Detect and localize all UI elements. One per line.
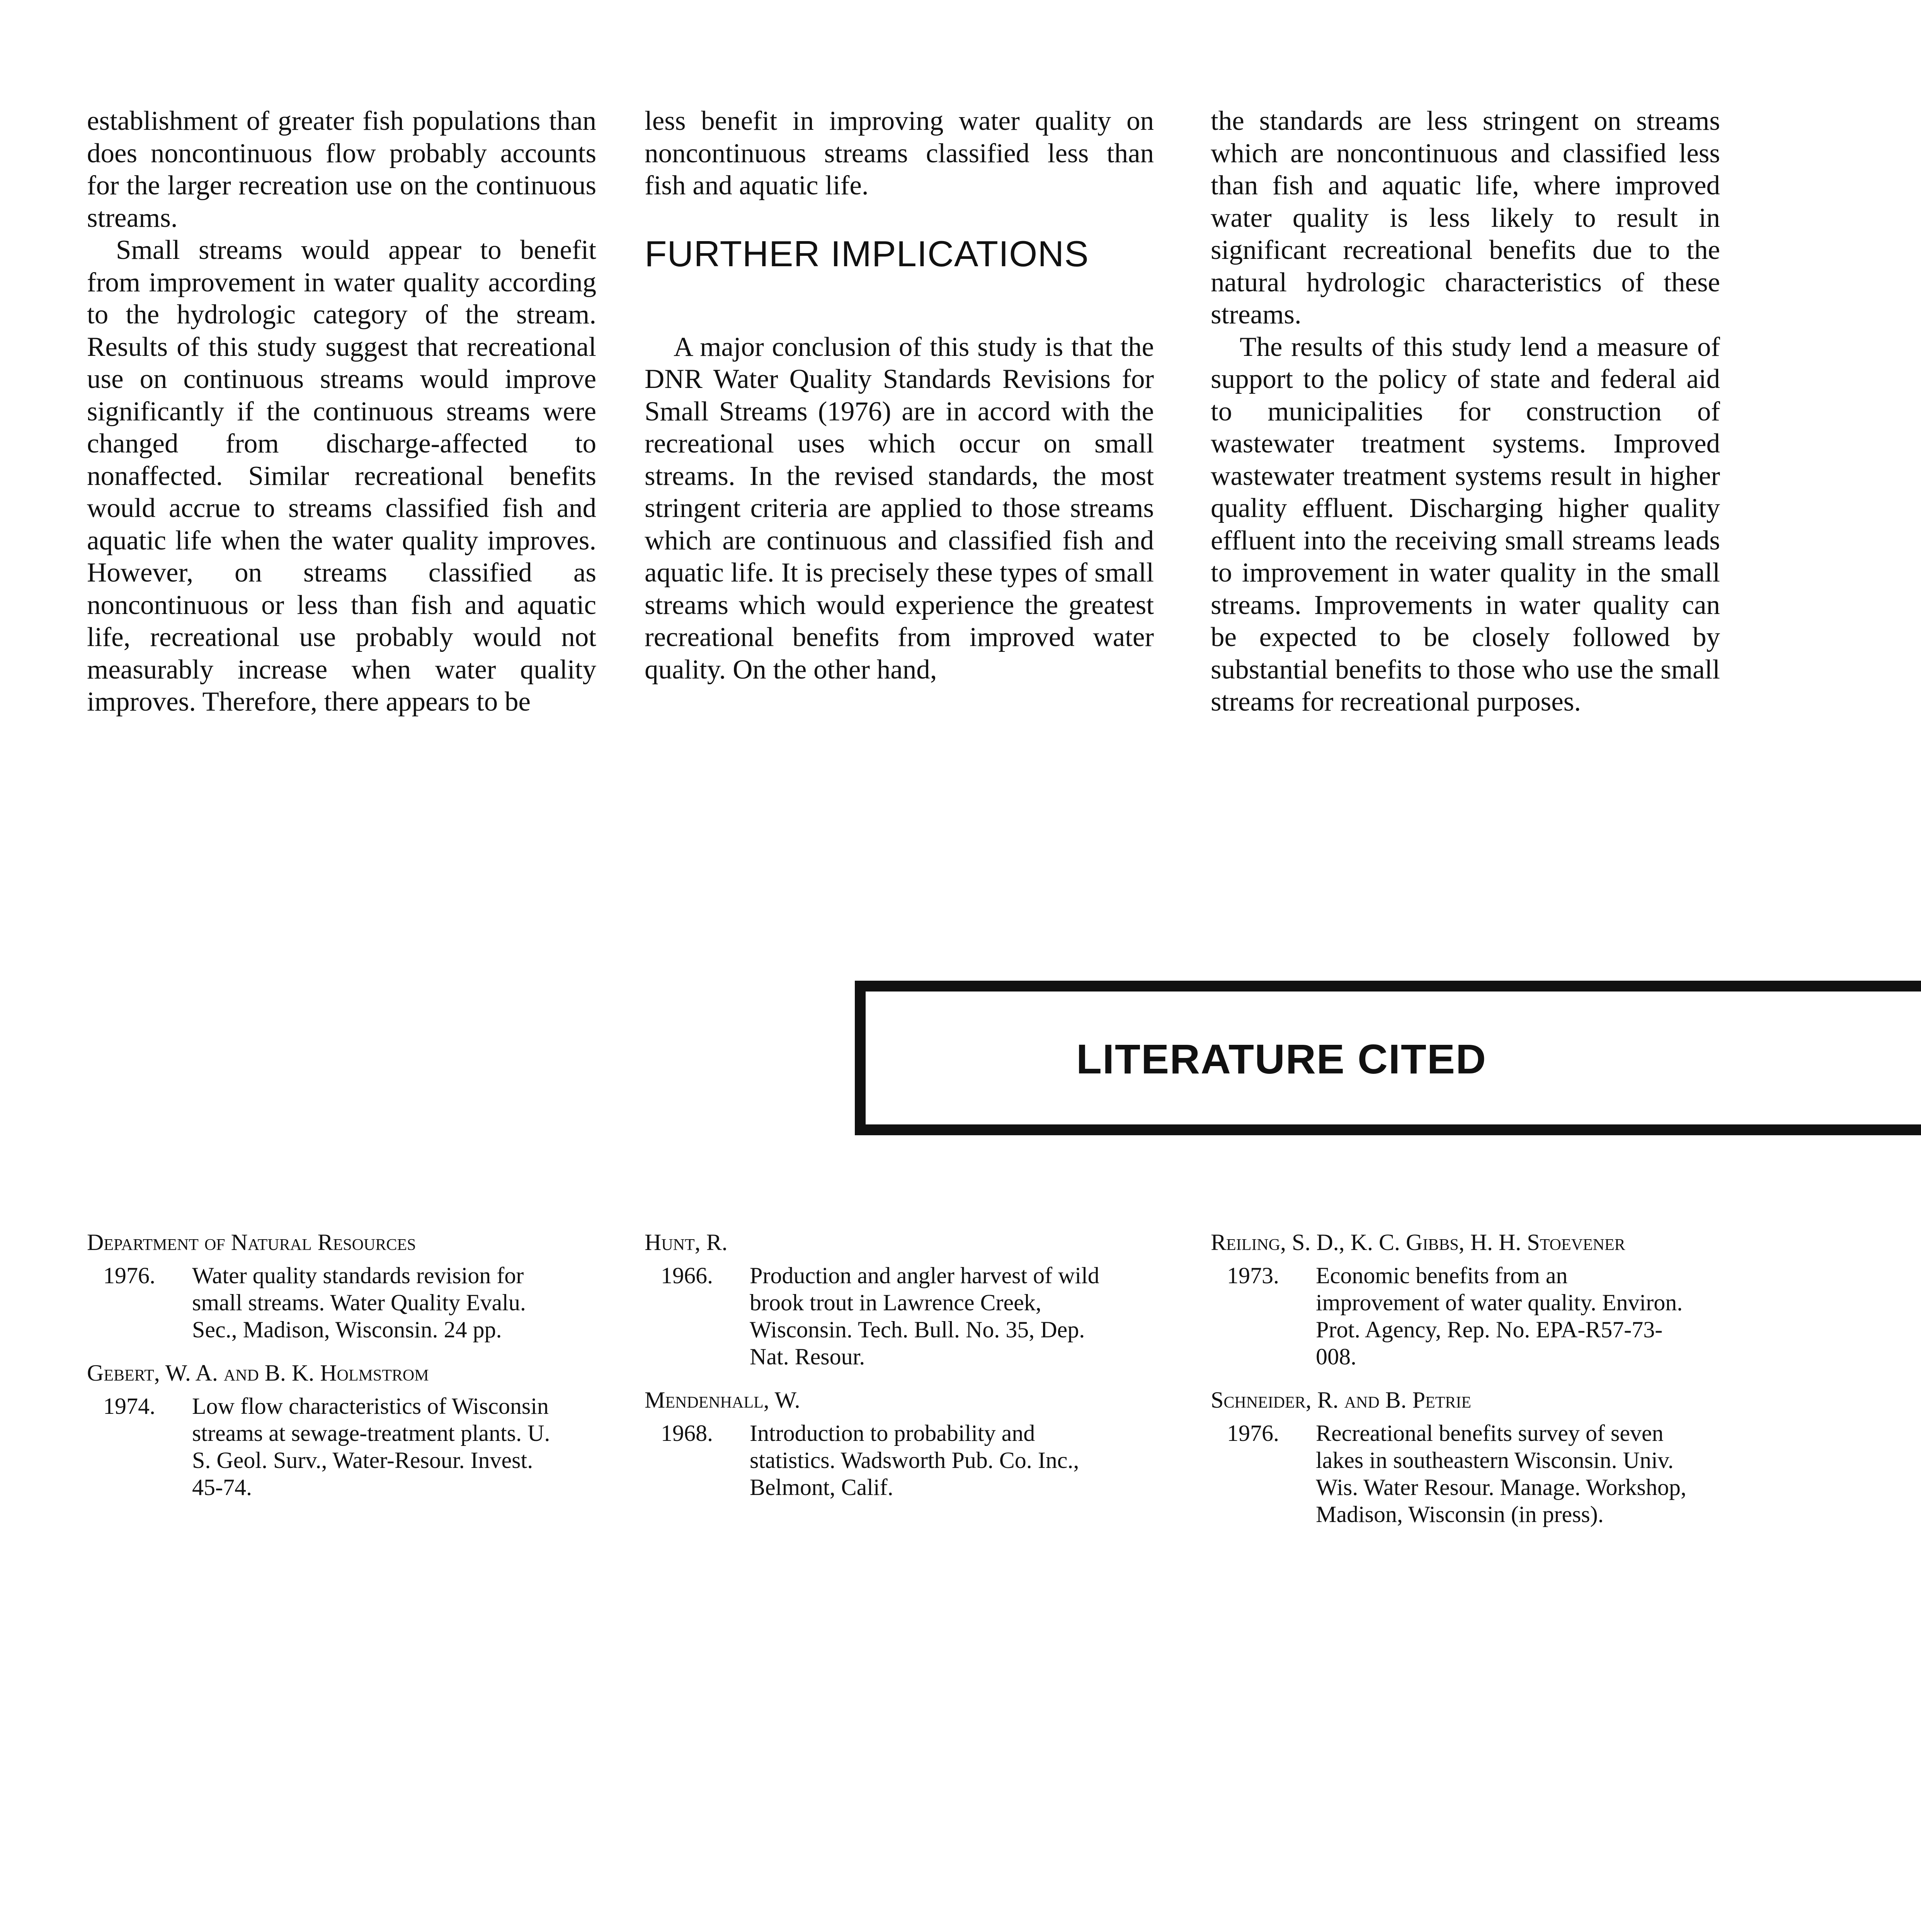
reference-entry (645, 1386, 1147, 1501)
references-column-1 (87, 1229, 589, 1517)
reference-year: 1976. (1227, 1420, 1279, 1446)
reference-citation: Production and angler harvest of wild brook trout in Lawrence Creek, Wisconsin. Tech. Bull. No. 35, Dep. Nat. Resour. (750, 1263, 1099, 1369)
reference-year: 1974. (103, 1393, 155, 1419)
reference-author: Reiling, S. D., K. C. Gibbs, H. H. Stoevener (1211, 1230, 1625, 1255)
body-column-1 (87, 105, 596, 718)
reference-author: Hunt, R. (645, 1230, 728, 1255)
literature-cited-title: LITERATURE CITED (1076, 1036, 1487, 1082)
reference-year: 1966. (661, 1263, 713, 1288)
section-heading-further-implications: FURTHER IMPLICATIONS (645, 233, 1089, 274)
reference-entry (87, 1359, 589, 1501)
literature-cited-box (855, 981, 1921, 1135)
reference-citation: Economic benefits from an improvement of water quality. Environ. Prot. Agency, Rep. No. EPA-R57-73-008. (1316, 1263, 1683, 1369)
body-column-3 (1211, 105, 1720, 718)
reference-author: Mendenhall, W. (645, 1387, 800, 1413)
reference-year: 1976. (103, 1263, 155, 1288)
reference-author: Schneider, R. and B. Petrie (1211, 1387, 1472, 1413)
reference-author: Gebert, W. A. and B. K. Holmstrom (87, 1360, 429, 1386)
reference-citation: Introduction to probability and statistics. Wadsworth Pub. Co. Inc., Belmont, Calif. (750, 1420, 1079, 1500)
reference-citation: Water quality standards revision for small streams. Water Quality Evalu. Sec., Madison, Wisconsin. 24 pp. (192, 1263, 526, 1342)
body-column-2 (645, 105, 1154, 686)
reference-year: 1973. (1227, 1263, 1279, 1288)
body-paragraph: the standards are less stringent on streams which are noncontinuous and classified less than fish and aquatic life, where improved water quality is less likely to result in significant recreational benefits due to the natural hydrologic characteristics of these streams. (1211, 106, 1720, 330)
reference-author: Department of Natural Resources (87, 1230, 416, 1255)
reference-citation: Low flow characteristics of Wisconsin streams at sewage-treatment plants. U. S. Geol. Surv., Water-Resour. Invest. 45-74. (192, 1393, 550, 1500)
body-paragraph: less benefit in improving water quality on noncontinuous streams classified less than fish and aquatic life. (645, 106, 1154, 201)
reference-year: 1968. (661, 1420, 713, 1446)
reference-entry (1211, 1386, 1713, 1528)
references-column-3 (1211, 1229, 1713, 1544)
reference-entry (87, 1229, 589, 1343)
reference-entry (1211, 1229, 1713, 1370)
references-column-2 (645, 1229, 1147, 1517)
body-paragraph: establishment of greater fish populations than does noncontinuous flow probably accounts for the larger recreation use on the continuous streams. (87, 106, 596, 233)
reference-citation: Recreational benefits survey of seven lakes in southeastern Wisconsin. Univ. Wis. Water Resour. Manage. Workshop, Madison, Wisconsin (in press). (1316, 1420, 1686, 1527)
body-paragraph: Small streams would appear to benefit from improvement in water quality according to the hydrologic category of the stream. Results of this study suggest that recreational use on continuous streams would improve significantly if the continuous streams were changed from discharge-affected to nonaffected. Similar recreational benefits would accrue to streams classified fish and aquatic life when the water quality improves. However, on streams classified as noncontinuous or less than fish and aquatic life, recreational use probably would not measurably increase when water quality improves. Therefore, there appears to be (87, 235, 596, 717)
body-paragraph: A major conclusion of this study is that the DNR Water Quality Standards Revisions for Small Streams (1976) are in accord with the recreational uses which occur on small streams. In the revised standards, the most stringent criteria are applied to those streams which are continuous and classified fish and aquatic life. It is precisely these types of small streams which would experience the greatest recreational benefits from improved water quality. On the other hand, (645, 332, 1154, 685)
body-paragraph: The results of this study lend a measure of support to the policy of state and federal aid to municipalities for construction of wastewater treatment systems. Improved wastewater treatment systems result in higher quality effluent. Discharging higher quality effluent into the receiving small streams leads to improvement in water quality in the small streams. Improvements in water quality can be expected to be closely followed by substantial benefits to those who use the small streams for recreational purposes. (1211, 332, 1720, 717)
reference-entry (645, 1229, 1147, 1370)
